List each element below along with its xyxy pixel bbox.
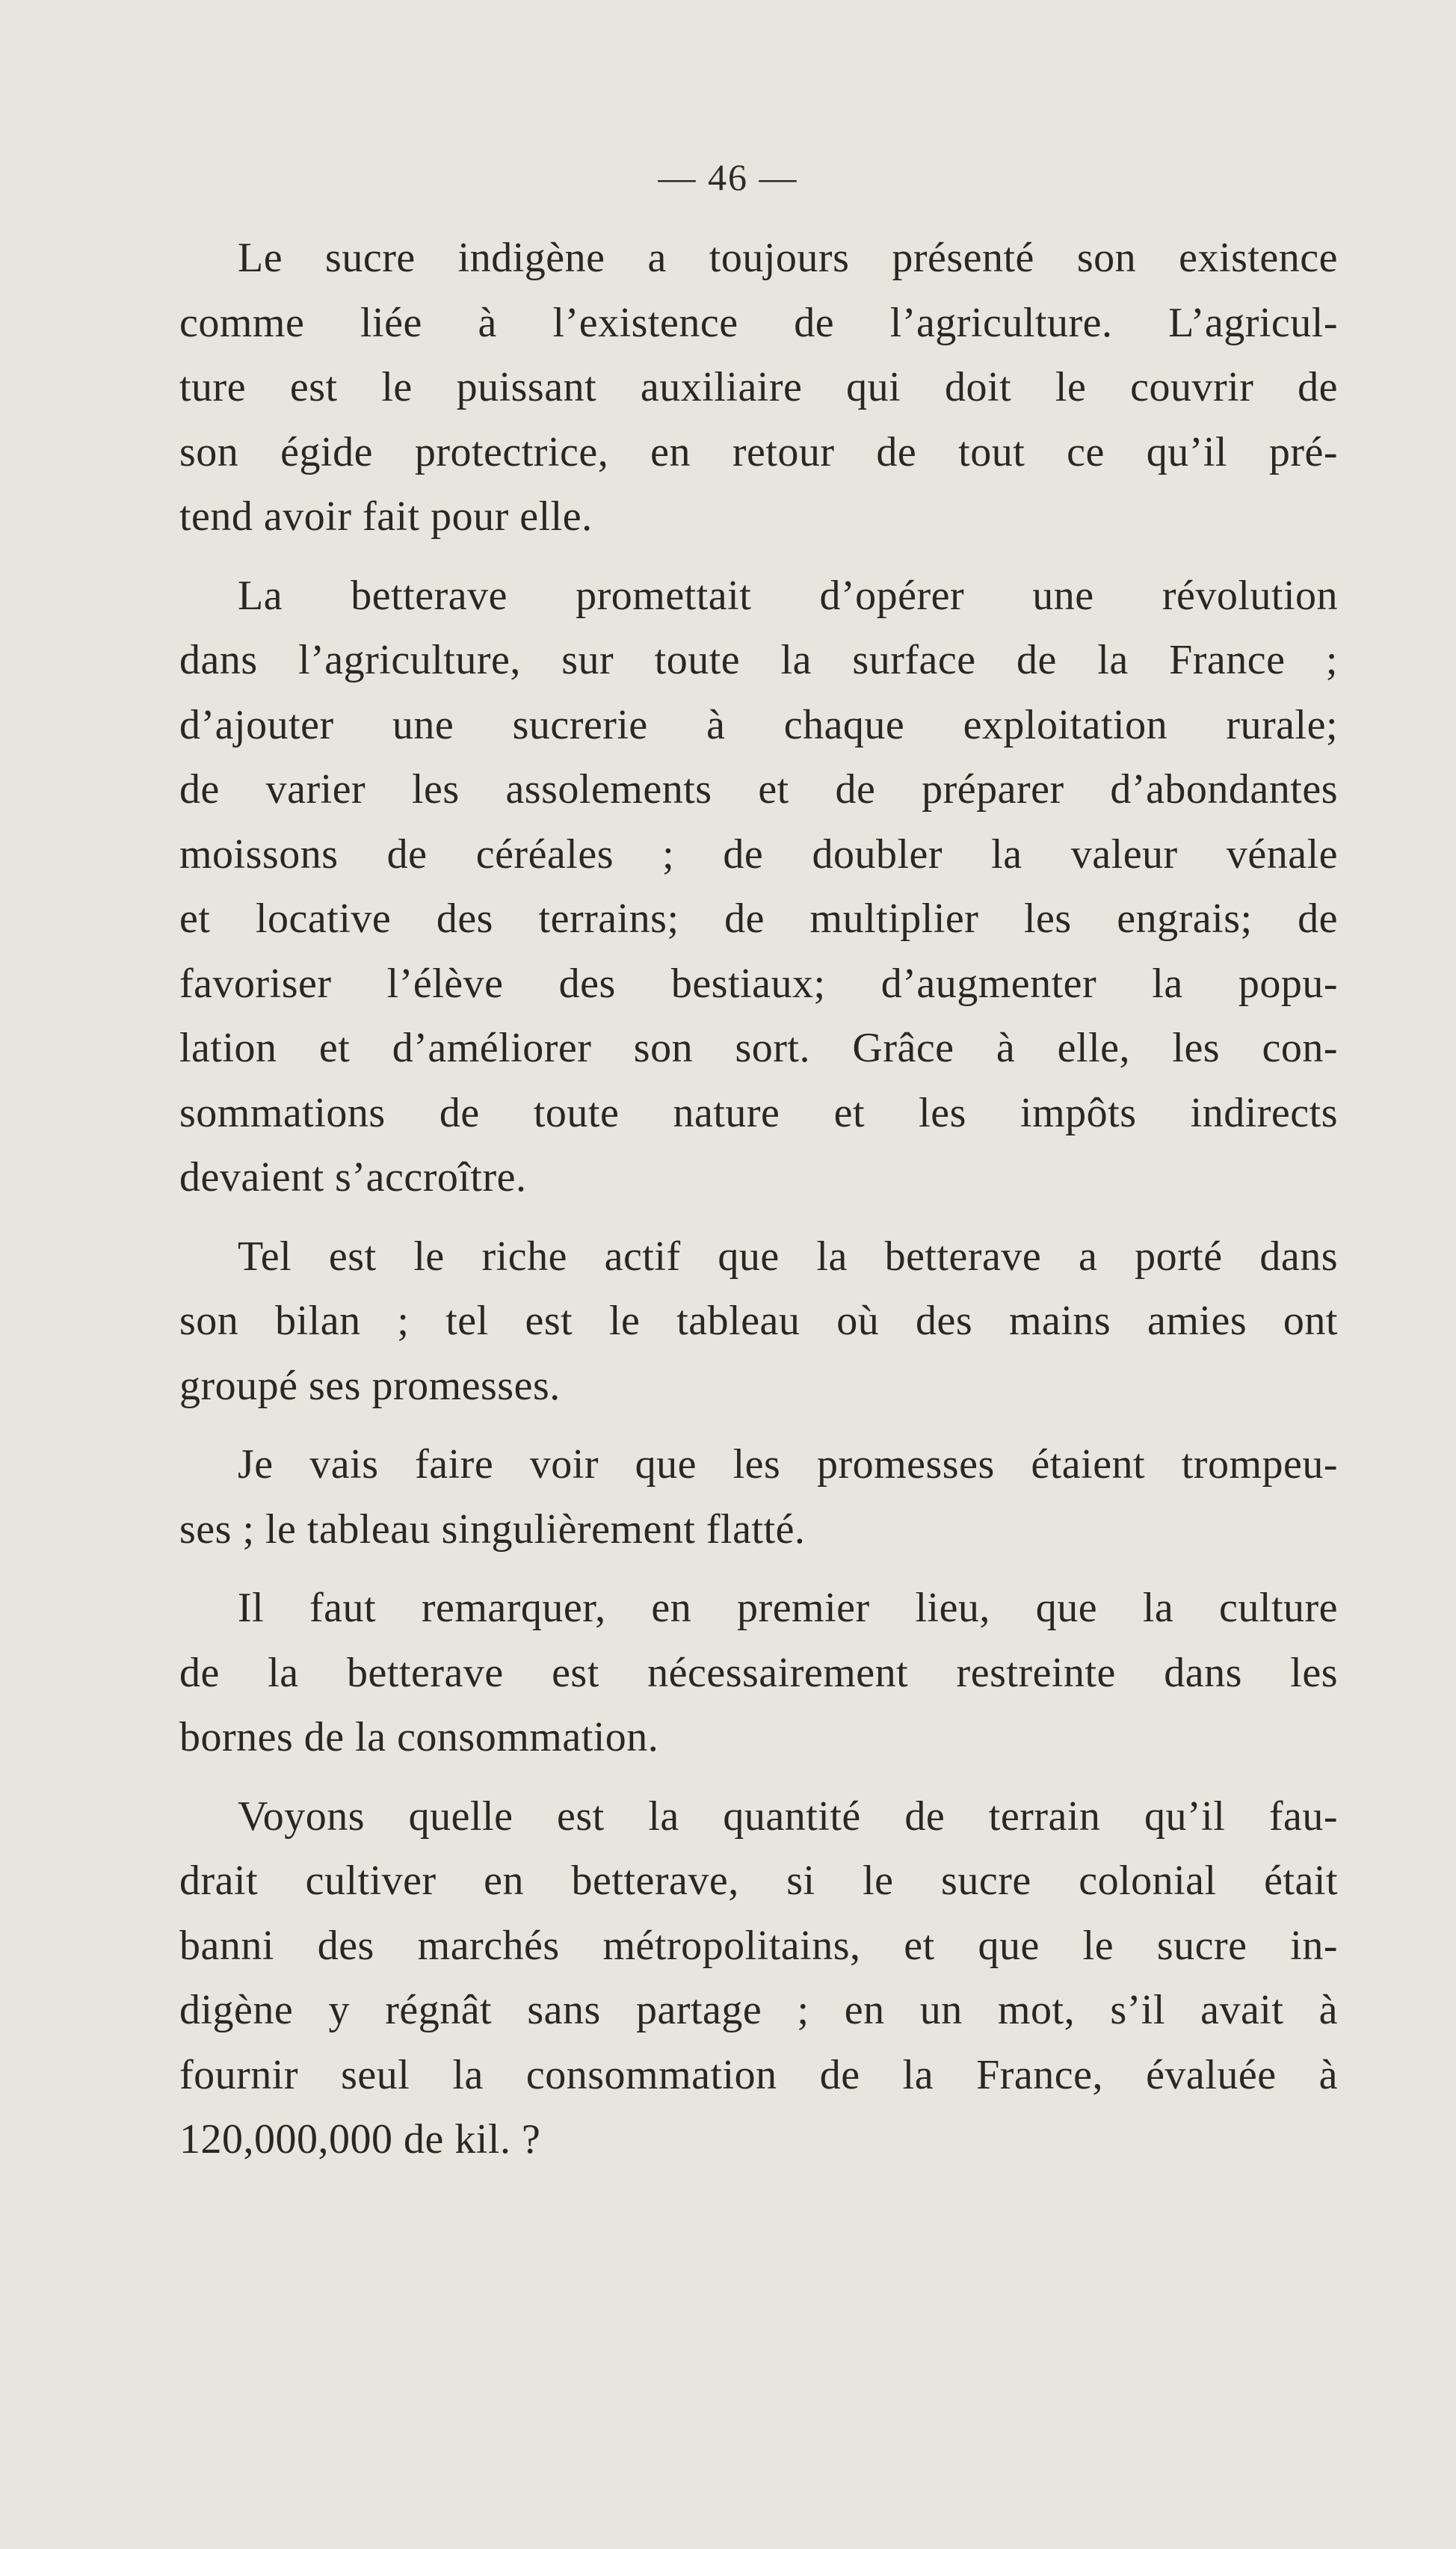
body-text	[179, 226, 1338, 2186]
text-line: lation et d’améliorer son sort. Grâce à elle, les con-	[179, 1025, 1338, 1071]
paragraph-4	[179, 1432, 1338, 1562]
text-line: moissons de céréales ; de doubler la valeur vénale	[179, 830, 1338, 878]
text-line: d’ajouter une sucrerie à chaque exploitation rurale;	[179, 701, 1338, 748]
text-line: La betterave promettait d’opérer une révolution	[238, 572, 1338, 619]
text-line: favoriser l’élève des bestiaux; d’augmenter la popu-	[179, 960, 1338, 1007]
text-line: fournir seul la consommation de la France, évaluée à	[179, 2051, 1338, 2098]
paragraph-5	[179, 1576, 1338, 1770]
text-line: drait cultiver en betterave, si le sucre colonial était	[179, 1858, 1338, 1904]
text-line: sommations de toute nature et les impôts indirects	[179, 1089, 1338, 1136]
text-line: devaient s’accroître.	[179, 1154, 527, 1200]
text-line: groupé ses promesses.	[179, 1362, 561, 1409]
text-line: et locative des terrains; de multiplier les engrais; de	[179, 896, 1338, 942]
text-line: ture est le puissant auxiliaire qui doit le couvrir de	[179, 364, 1338, 410]
text-line: son bilan ; tel est le tableau où des mains amies ont	[179, 1298, 1338, 1344]
text-line: dans l’agriculture, sur toute la surface de la France ;	[179, 637, 1338, 683]
text-line: tend avoir fait pour elle.	[179, 493, 593, 540]
text-line: Il faut remarquer, en premier lieu, que la culture	[238, 1585, 1338, 1631]
paragraph-6	[179, 1784, 1338, 2172]
text-line: Je vais faire voir que les promesses étaient trompeu-	[238, 1441, 1338, 1488]
text-line: ses ; le tableau singulièrement flatté.	[179, 1505, 806, 1553]
text-line: Voyons quelle est la quantité de terrain qu’il fau-	[238, 1793, 1338, 1840]
text-line: son égide protectrice, en retour de tout ce qu’il pré-	[179, 428, 1338, 475]
paragraph-2	[179, 564, 1338, 1210]
text-line: Le sucre indigène a toujours présenté son existence	[238, 235, 1338, 281]
paragraph-3	[179, 1224, 1338, 1419]
text-line: comme liée à l’existence de l’agriculture. L’agricul-	[179, 299, 1338, 346]
text-line: de la betterave est nécessairement restreinte dans les	[179, 1649, 1338, 1696]
text-line: de varier les assolements et de préparer d’abondantes	[179, 766, 1338, 813]
text-line: Tel est le riche actif que la betterave a porté dans	[238, 1233, 1338, 1280]
text-line: 120,000,000 de kil. ?	[179, 2116, 541, 2163]
paragraph-1	[179, 226, 1338, 549]
text-line: digène y régnât sans partage ; en un mot, s’il avait à	[179, 1987, 1338, 2033]
page-number: — 46 —	[658, 156, 798, 198]
text-line: bornes de la consommation.	[179, 1714, 659, 1760]
text-line: banni des marchés métropolitains, et que le sucre in-	[179, 1922, 1338, 1969]
